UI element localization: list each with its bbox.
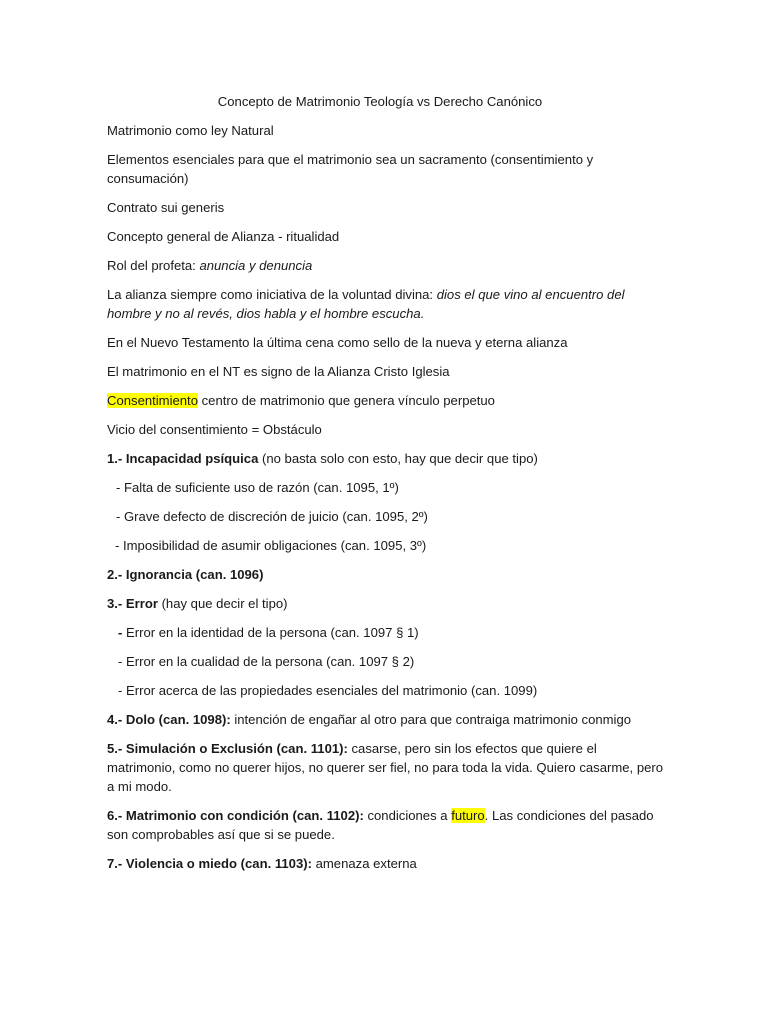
paragraph-vicio: Vicio del consentimiento = Obstáculo — [107, 422, 322, 437]
violencia-text: amenaza externa — [311, 856, 417, 871]
incapacidad-text: (no basta solo con esto, hay que decir que tipo) — [258, 451, 538, 466]
futuro-highlight: futuro — [451, 808, 485, 823]
list-item-incapacidad — [107, 449, 667, 468]
violencia-heading: 7.- Violencia o miedo (can. 1103): — [107, 856, 312, 871]
sub-item-defecto-juicio: - Grave defecto de discreción de juicio (can. 1095, 2º) — [116, 509, 428, 524]
list-item-condicion — [107, 806, 667, 844]
sub-item-imposibilidad: - Imposibilidad de asumir obligaciones (can. 1095, 3º) — [115, 538, 427, 553]
paragraph-consentimiento — [107, 391, 667, 410]
list-item-dolo — [107, 710, 667, 729]
paragraph-ley-natural: Matrimonio como ley Natural — [107, 123, 274, 138]
alianza-divina-italic: dios el que vino al encuentro del hombre y no al revés, dios habla y el hombre escucha. — [107, 287, 625, 321]
dolo-text: intención de engañar al otro para que contraiga matrimonio conmigo — [230, 712, 632, 727]
rol-profeta-italic: anuncia y denuncia — [199, 258, 313, 273]
condicion-text-post: . Las condiciones del pasado son comprobables así que si se puede. — [107, 808, 654, 842]
list-item-simulacion — [107, 739, 667, 796]
sub-item-error-identidad — [107, 623, 667, 642]
simulacion-heading: 5.- Simulación o Exclusión (can. 1101): — [107, 741, 348, 756]
paragraph-alianza: Concepto general de Alianza - ritualidad — [107, 229, 340, 244]
sub-item-error-cualidad: - Error en la cualidad de la persona (can. 1097 § 2) — [118, 654, 415, 669]
document-body — [107, 92, 667, 883]
condicion-text-pre: condiciones a — [363, 808, 452, 823]
list-item-violencia — [107, 854, 667, 873]
paragraph-signo-alianza: El matrimonio en el NT es signo de la Alianza Cristo Iglesia — [107, 364, 450, 379]
list-item-error — [107, 594, 667, 613]
consentimiento-highlight: Consentimiento — [107, 393, 198, 408]
document-title: Concepto de Matrimonio Teología vs Derecho Canónico — [217, 94, 543, 109]
incapacidad-heading: 1.- Incapacidad psíquica — [107, 451, 259, 466]
paragraph-contrato: Contrato sui generis — [107, 200, 225, 215]
consentimiento-text: centro de matrimonio que genera vínculo perpetuo — [197, 393, 495, 408]
simulacion-text: casarse, pero sin los efectos que quiere el matrimonio, como no querer hijos, no querer ser fiel, no para toda la vida. Quiero casarme, pero a mi modo. — [107, 741, 664, 794]
paragraph-rol-profeta — [107, 256, 667, 275]
paragraph-elementos-esenciales: Elementos esenciales para que el matrimonio sea un sacramento (consentimiento y consumación) — [107, 152, 594, 186]
alianza-divina-text: La alianza siempre como iniciativa de la voluntad divina: — [107, 287, 437, 302]
paragraph-nuevo-testamento: En el Nuevo Testamento la última cena como sello de la nueva y eterna alianza — [107, 335, 568, 350]
sub-item-error-propiedades: - Error acerca de las propiedades esenciales del matrimonio (can. 1099) — [118, 683, 538, 698]
error-heading: 3.- Error — [107, 596, 158, 611]
error-identidad-text: Error en la identidad de la persona (can. 1097 § 1) — [122, 625, 419, 640]
ignorancia-heading: 2.- Ignorancia (can. 1096) — [107, 567, 264, 582]
list-item-ignorancia — [107, 565, 667, 584]
rol-profeta-text: Rol del profeta: — [107, 258, 200, 273]
error-identidad-dash: - — [118, 625, 123, 640]
condicion-heading: 6.- Matrimonio con condición (can. 1102): — [107, 808, 364, 823]
sub-item-falta-razon: - Falta de suficiente uso de razón (can. 1095, 1º) — [116, 480, 399, 495]
error-text: (hay que decir el tipo) — [157, 596, 288, 611]
dolo-heading: 4.- Dolo (can. 1098): — [107, 712, 231, 727]
paragraph-alianza-divina — [107, 285, 667, 323]
